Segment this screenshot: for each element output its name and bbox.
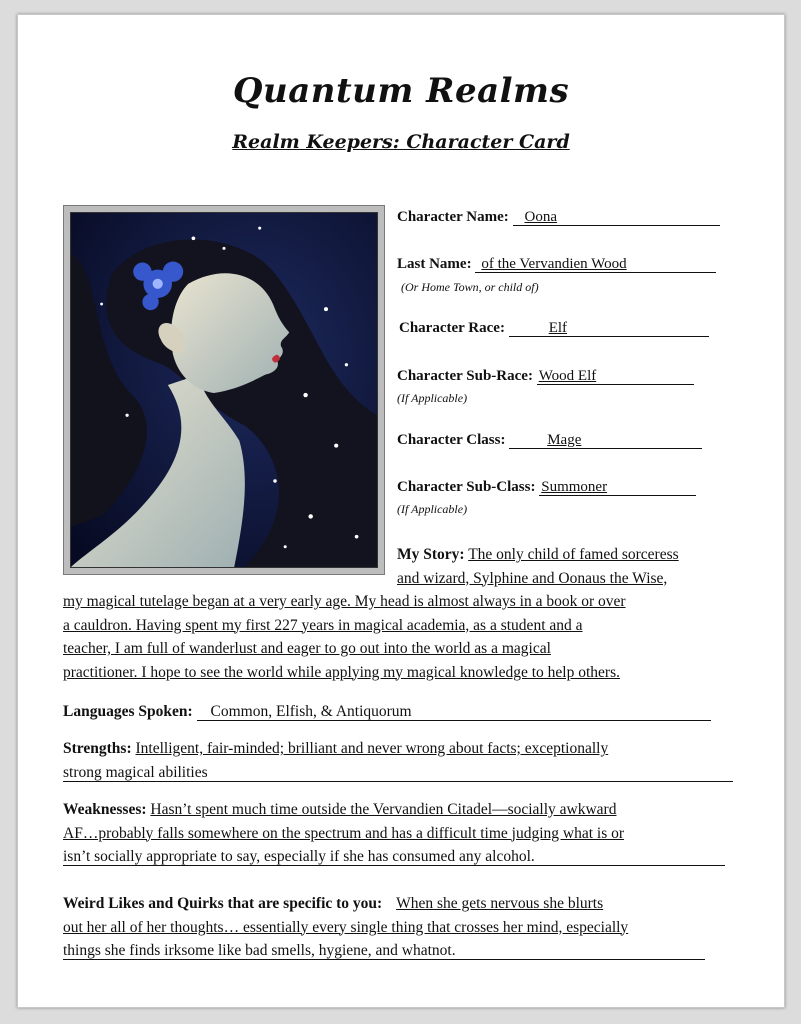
character-card-page bbox=[17, 14, 785, 1008]
character-class-value: Mage bbox=[509, 433, 702, 449]
character-name-value: Oona bbox=[513, 210, 720, 226]
strengths-line-2: strong magical abilities bbox=[63, 764, 733, 782]
field-character-race: Character Race: Elf bbox=[399, 320, 709, 337]
strengths-line-1: Intelligent, fair-minded; brilliant and never wrong about facts; exceptionally bbox=[135, 740, 609, 757]
story-header-block bbox=[397, 543, 742, 590]
quirks-line-3: things she finds irksome like bad smells, hygiene, and whatnot. bbox=[63, 942, 705, 960]
strengths-label: Strengths bbox=[63, 740, 127, 757]
field-character-class: Character Class: Mage bbox=[397, 432, 702, 449]
quirks-label: Weird Likes and Quirks that are specific to you bbox=[63, 895, 378, 912]
quirks-line-1: When she gets nervous she blurts bbox=[396, 895, 604, 912]
languages-section: Languages Spoken: Common, Elfish, & Antiquorum bbox=[63, 700, 739, 724]
portrait-illustration-icon bbox=[70, 212, 378, 568]
quirks-line-2: out her all of her thoughts… essentially every single thing that crosses her mind, especially bbox=[63, 918, 629, 936]
field-character-name: Character Name: Oona bbox=[397, 209, 720, 226]
sub-race-note: (If Applicable) bbox=[397, 391, 468, 405]
character-sub-race-value: Wood Elf bbox=[537, 369, 694, 385]
story-line-5: teacher, I am full of wanderlust and eager to go out into the world as a magical bbox=[63, 640, 551, 657]
sub-class-note: (If Applicable) bbox=[397, 502, 468, 516]
story-line-3: my magical tutelage began at a very early age. My head is almost always in a book or over bbox=[63, 593, 626, 610]
portrait-svg bbox=[71, 213, 377, 567]
story-line-6: practitioner. I hope to see the world while applying my magical knowledge to help others. bbox=[63, 663, 620, 681]
languages-value: Common, Elfish, & Antiquorum bbox=[197, 703, 711, 721]
character-race-value: Elf bbox=[509, 321, 709, 337]
last-name-label: Last Name bbox=[397, 256, 467, 272]
character-sub-class-value: Summoner bbox=[539, 480, 696, 496]
document-subtitle: Realm Keepers: Character Card bbox=[232, 131, 570, 153]
last-name-value: of the Vervandien Wood bbox=[475, 257, 716, 273]
weaknesses-line-2: AF…probably falls somewhere on the spectrum and has a difficult time judging what is or bbox=[63, 824, 625, 842]
portrait-frame bbox=[63, 205, 385, 575]
document-title: Quantum Realms bbox=[232, 71, 570, 111]
story-line-4: a cauldron. Having spent my first 227 years in magical academia, as a student and a bbox=[63, 616, 583, 634]
languages-label: Languages Spoken bbox=[63, 703, 188, 720]
last-name-note: (Or Home Town, or child of) bbox=[401, 280, 539, 294]
weaknesses-section: Weaknesses: Hasn’t spent much time outside the Vervandien Citadel—socially awkward AF…probably falls somewhere on the spectrum and has a difficult time judging what is or isn’t socially appropriate to say, especially if she has consumed any alcohol. bbox=[63, 798, 739, 869]
weaknesses-label: Weaknesses bbox=[63, 801, 142, 818]
story-line-2: and wizard, Sylphine and Oonaus the Wise, bbox=[397, 569, 668, 587]
weaknesses-line-3: isn’t socially appropriate to say, especially if she has consumed any alcohol. bbox=[63, 848, 725, 866]
quirks-section: Weird Likes and Quirks that are specific to you: When she gets nervous she blurts out her all of her thoughts… essentially every single thing that crosses her mind, especially things she finds irksome like bad smells, hygiene, and whatnot. bbox=[63, 892, 739, 963]
weaknesses-line-1: Hasn’t spent much time outside the Vervandien Citadel—socially awkward bbox=[150, 801, 617, 818]
character-race-label: Character Race bbox=[399, 320, 500, 336]
strengths-section: Strengths: Intelligent, fair-minded; brilliant and never wrong about facts; exceptionally strong magical abilities bbox=[63, 737, 739, 784]
character-class-label: Character Class bbox=[397, 432, 501, 448]
field-last-name: Last Name: of the Vervandien Wood bbox=[397, 256, 716, 273]
story-text-1: The only child of famed sorceress bbox=[468, 546, 679, 563]
character-name-label: Character Name bbox=[397, 209, 504, 225]
field-character-sub-class: Character Sub-Class: Summoner bbox=[397, 479, 696, 496]
story-label: My Story: bbox=[397, 546, 465, 563]
story-continued bbox=[63, 590, 739, 684]
character-sub-race-label: Character Sub-Race bbox=[397, 368, 528, 384]
story-line-1 bbox=[397, 543, 742, 567]
character-sub-class-label: Character Sub-Class bbox=[397, 479, 531, 495]
field-character-sub-race: Character Sub-Race: Wood Elf bbox=[397, 368, 694, 385]
